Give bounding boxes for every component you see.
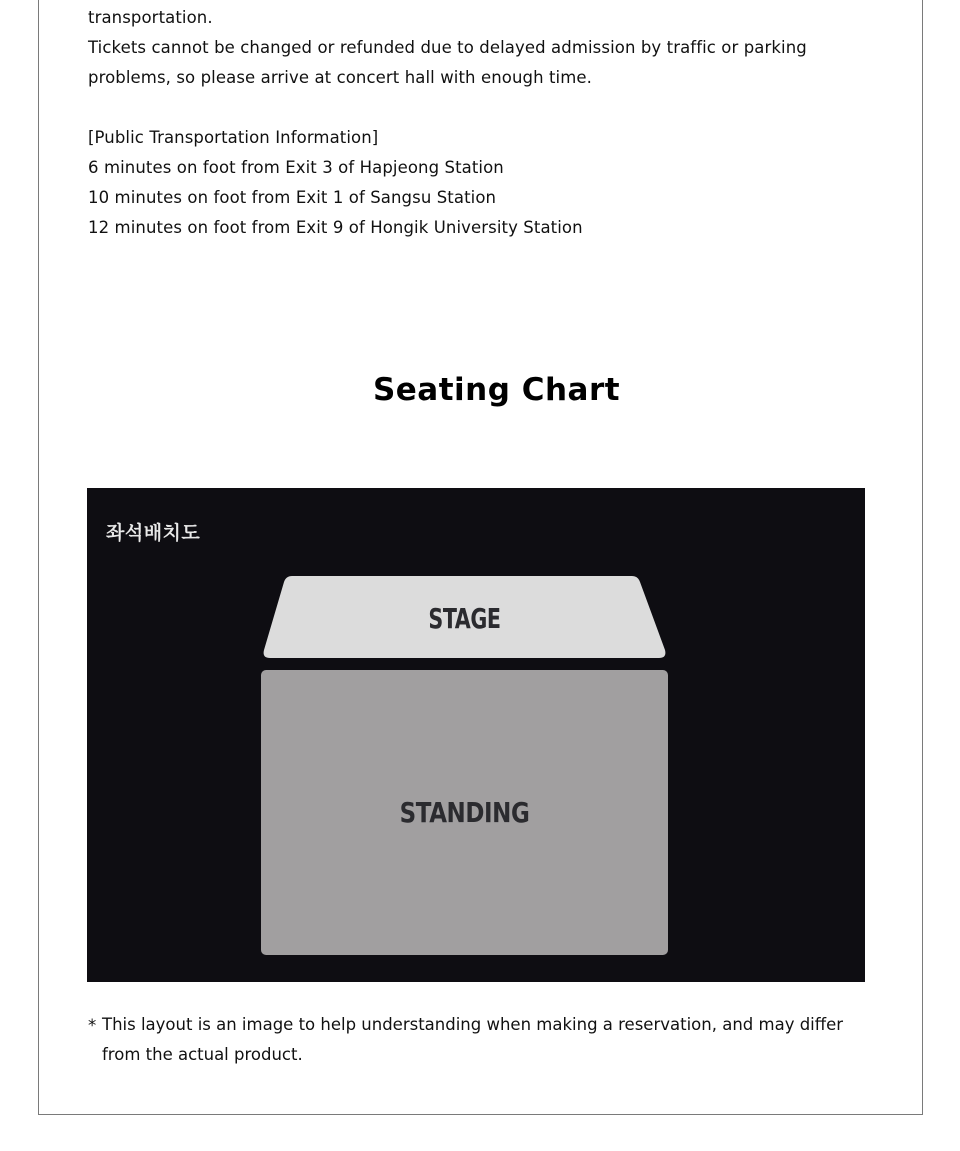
notice-line: problems, so please arrive at concert hall with enough time.	[88, 68, 593, 87]
transport-heading: [Public Transportation Information]	[88, 128, 379, 147]
stage-label: STAGE	[428, 601, 501, 635]
notice-text	[88, 3, 807, 93]
footnote-line: from the actual product.	[102, 1045, 303, 1064]
standing-label: STANDING	[399, 796, 530, 829]
notice-line: transportation.	[88, 8, 213, 27]
transport-line: 10 minutes on foot from Exit 1 of Sangsu Station	[88, 188, 497, 207]
standing-zone	[261, 670, 668, 955]
transport-line: 6 minutes on foot from Exit 3 of Hapjeong Station	[88, 158, 504, 177]
seating-map-label: 좌석배치도	[106, 522, 201, 544]
notice-line: Tickets cannot be changed or refunded due to delayed admission by traffic or parking	[88, 38, 807, 57]
stage-zone	[262, 576, 667, 660]
transport-info	[88, 123, 583, 243]
seating-chart-title: Seating Chart	[372, 372, 621, 408]
seating-map-image	[87, 488, 865, 982]
footnote-line: This layout is an image to help understanding when making a reservation, and may differ	[102, 1015, 844, 1034]
transport-line: 12 minutes on foot from Exit 9 of Hongik University Station	[88, 218, 583, 237]
layout-disclaimer	[88, 1010, 878, 1070]
footnote-asterisk: *	[88, 1016, 97, 1035]
